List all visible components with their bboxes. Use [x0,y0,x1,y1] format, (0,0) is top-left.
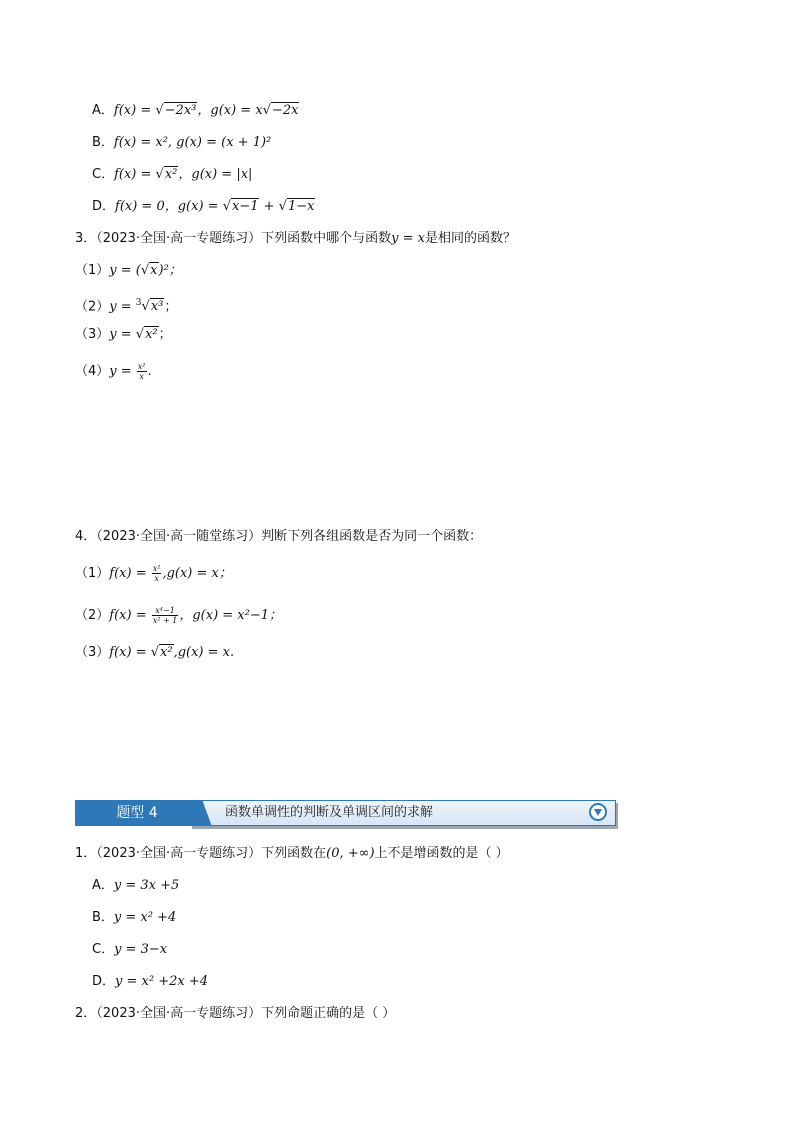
s4-question-1-stem: 1．（2023·全国·高一专题练习）下列函数在(0, +∞)上不是增函数的是（ ） [75,846,509,861]
section-banner [75,800,615,826]
collapse-triangle-icon[interactable] [589,803,607,821]
option-d: D．f(x) = 0，g(x) = √x−1 + √1−x [92,199,315,214]
question-3-stem: 3．（2023·全国·高一专题练习）下列函数中哪个与函数y = x是相同的函数？ [75,231,516,246]
s4q1-option-c: C．y = 3−x [92,942,168,957]
question-4-item-2: （2）f(x) = $\frac{\text{x⁴−1}}{\text{x² + 1}}$ ，g(x) = x²−1； [75,606,283,625]
section-title: 函数单调性的判断及单调区间的求解 [225,805,434,820]
option-b: B．f(x) = x², g(x) = (x + 1)² [92,135,272,150]
option-a: A．f(x) = √−2x³，g(x) = x√−2x [92,103,299,118]
s4q1-option-a: A．y = 3x +5 [92,878,180,893]
s4q1-option-b: B．y = x² +4 [92,910,177,925]
question-4-item-3: （3）f(x) = √x²,g(x) = x. [75,645,235,660]
question-3-item-3: （3）y = √x²； [75,327,172,342]
question-4-stem: 4．（2023·全国·高一随堂练习）判断下列各组函数是否为同一个函数： [75,529,483,544]
fraction: $\frac{\text{x²}}{x}$ [137,362,146,381]
question-3-item-4: （4）y = $\frac{\text{x²}}{x}$ . [75,362,152,381]
section-tag: 题型 4 [75,800,199,826]
question-3-item-1: （1）y = (√x)²； [75,263,182,278]
sqrt-symbol: √−2x³ [155,103,197,118]
s4-question-2-stem: 2．（2023·全国·高一专题练习）下列命题正确的是（ ） [75,1006,396,1021]
question-3-item-2: （2）y = $^3$√x³； [75,298,178,315]
option-c: C．f(x) = √x²，g(x) = |x| [92,167,253,182]
s4q1-option-d: D．y = x² +2x +4 [92,974,208,989]
question-4-item-1: （1）f(x) = $\frac{\text{x²}}{x}$ ,g(x) = x； [75,564,232,583]
